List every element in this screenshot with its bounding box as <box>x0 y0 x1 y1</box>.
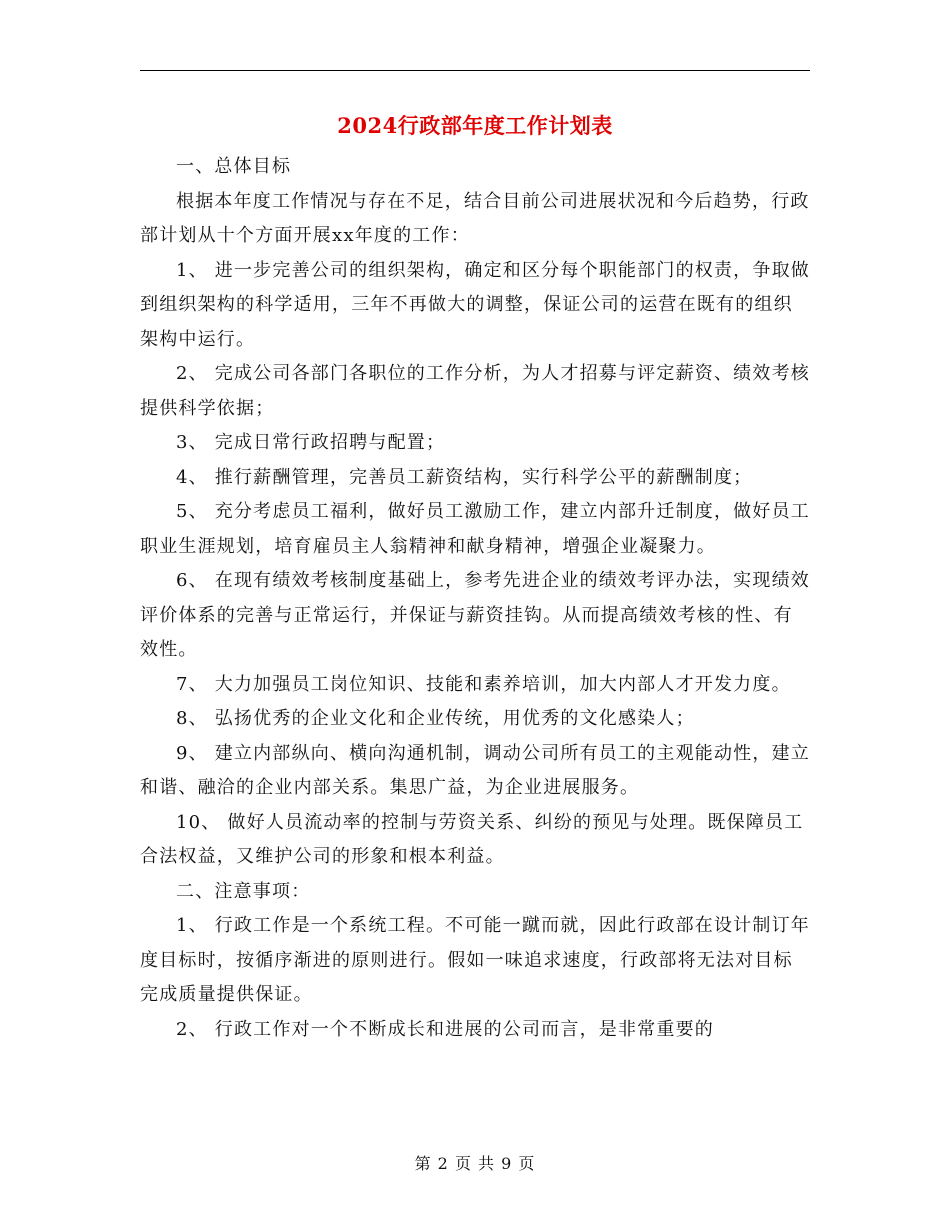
goal-item-3: 3、 完成日常行政招聘与配置； <box>176 432 446 453</box>
paragraph-intro: 根据本年度工作情况与存在不足，结合目前公司进展状况和今后趋势，行政部计划从十个方面开展xx年度的工作： <box>140 190 810 246</box>
goal-item-7: 7、 大力加强员工岗位知识、技能和素养培训，加大内部人才开发力度。 <box>176 673 791 695</box>
document-body <box>140 150 810 1047</box>
note-item-1: 1、 行政工作是一个系统工程。不可能一蹴而就，因此行政部在设计制订年度目标时，按循序渐进的原则进行。假如一味追求速度，行政部将无法对目标完成质量提供保证。 <box>140 915 810 1005</box>
goal-item-4: 4、 推行薪酬管理，完善员工薪资结构，实行科学公平的薪酬制度； <box>176 466 753 488</box>
note-item-2: 2、 行政工作对一个不断成长和进展的公司而言，是非常重要的 <box>176 1018 714 1040</box>
header-rule <box>140 70 810 71</box>
goal-item-1: 1、 进一步完善公司的组织架构，确定和区分每个职能部门的权责，争取做到组织架构的科学适用，三年不再做大的调整，保证公司的运营在既有的组织架构中运行。 <box>140 259 810 350</box>
document-title: 2024行政部年度工作计划表 <box>337 113 613 138</box>
goal-item-5: 5、 充分考虑员工福利，做好员工激励工作，建立内部升迁制度，做好员工职业生涯规划，培育雇员主人翁精神和献身精神，增强企业凝聚力。 <box>140 501 810 557</box>
goal-item-10: 10、 做好人员流动率的控制与劳资关系、纠纷的预见与处理。既保障员工合法权益，又维护公司的形象和根本利益。 <box>140 811 804 867</box>
goal-item-2: 2、 完成公司各部门各职位的工作分析，为人才招募与评定薪资、绩效考核提供科学依据； <box>140 363 810 419</box>
goal-item-9: 9、 建立内部纵向、横向沟通机制，调动公司所有员工的主观能动性，建立和谐、融洽的企业内部关系。集思广益，为企业进展服务。 <box>140 742 810 798</box>
section-heading-notes: 二、注意事项： <box>176 880 311 902</box>
section-heading-goals: 一、总体目标 <box>176 156 292 177</box>
goal-item-6: 6、 在现有绩效考核制度基础上，参考先进企业的绩效考评办法，实现绩效评价体系的完善与正常运行，并保证与薪资挂钩。从而提高绩效考核的性、有效性。 <box>140 570 810 660</box>
page-footer: 第 2 页 共 9 页 <box>414 1154 536 1173</box>
goal-item-8: 8、 弘扬优秀的企业文化和企业传统，用优秀的文化感染人； <box>176 708 695 729</box>
